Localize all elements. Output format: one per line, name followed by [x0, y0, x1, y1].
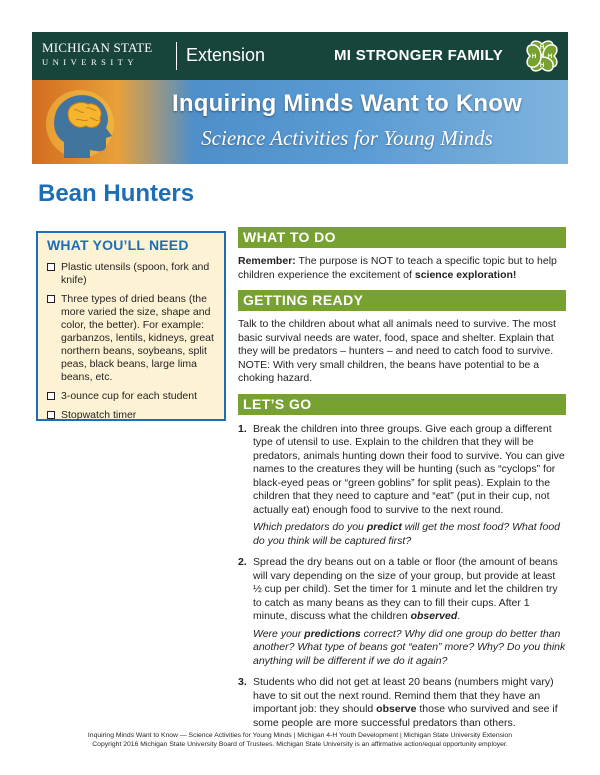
step-question: [253, 521, 566, 548]
step-text-end: .: [457, 610, 461, 622]
step-text-part: those who survived and see if some people are more successful predators than others.: [253, 703, 558, 729]
question-text: Were your: [253, 627, 305, 640]
what-to-do-text: [238, 255, 566, 282]
question-text: will get the most food? What food do you think will be captured first?: [253, 521, 560, 547]
question-keyword: predict: [366, 521, 402, 533]
question-keyword: predictions: [304, 627, 361, 640]
list-item-text: Stopwatch timer: [61, 409, 137, 421]
banner-subtitle: Science Activities for Young Minds: [201, 126, 493, 150]
list-item-text: 3-ounce cup for each student: [61, 390, 198, 402]
materials-heading: WHAT YOU’LL NEED: [47, 237, 189, 253]
step-item: [238, 423, 566, 549]
footer-line1: Inquiring Minds Want to Know — Science Activities for Young Minds | Michigan 4-H Youth Development | Michigan State University Extension: [87, 732, 513, 739]
list-item: [47, 261, 215, 287]
svg-text:H: H: [539, 63, 545, 69]
step-text: [253, 676, 566, 730]
question-text: correct? Why did one group do better than another? What type of beans got “eaten” more? Why? Do you think anything will be different if we do it again?: [253, 627, 566, 667]
lets-go-heading: LET’S GO: [238, 394, 566, 415]
step-text-part: Students who did not get at least 20 beans (numbers might vary) have to sit out the next round. Remind them that they have an important job: they should: [253, 676, 554, 715]
step-number: 1.: [238, 422, 247, 435]
svg-text:H: H: [547, 54, 553, 60]
step-number: 2.: [238, 556, 247, 568]
msu-line1: MICHIGAN STATE: [42, 40, 153, 55]
program-name: MI STRONGER FAMILY: [334, 47, 504, 64]
steps-list: [238, 423, 566, 731]
checkbox-icon: [47, 392, 55, 400]
title-banner: [32, 80, 568, 164]
list-item: [47, 293, 215, 384]
remember-label: Remember:: [238, 255, 296, 267]
step-text: [253, 556, 566, 624]
step-keyword: observed: [410, 610, 458, 622]
header-divider: [176, 42, 177, 70]
checkbox-icon: [47, 411, 55, 419]
getting-ready-heading: GETTING READY: [238, 290, 566, 311]
step-number: 3.: [238, 676, 247, 688]
list-item: [47, 390, 215, 403]
step-item: [238, 556, 566, 668]
header-bar: [32, 32, 568, 80]
list-item-text: Plastic utensils (spoon, fork and knife): [61, 261, 210, 286]
list-item-text: Three types of dried beans (the more varied the size, shape and color, the better). For example: garbanzos, lentils, kidneys, great northern beans, soybeans, split peas, black beans, large lima beans, etc.: [61, 293, 214, 383]
step-text-part: Spread the dry beans out on a table or floor (the amount of beans will vary depending on the size of your group, but provide at least ½ cup per child). Set the timer for 1 minute and let the children try to catch as many beans as they can to fill their cups. After 1 minute, discuss what the children: [253, 556, 558, 622]
svg-text:H: H: [531, 54, 537, 60]
footer-line2: Copyright 2016 Michigan State University Board of Trustees. Michigan State University is an affirmative action/equal opportunity employer.: [92, 741, 508, 748]
science-exploration-phrase: science exploration!: [414, 268, 517, 281]
svg-text:H: H: [539, 45, 545, 51]
instructions-column: [238, 227, 566, 738]
list-item: [47, 409, 215, 422]
extension-label: Extension: [186, 45, 266, 65]
msu-wordmark: [42, 41, 152, 67]
materials-box: [36, 231, 226, 421]
page-footer: [0, 731, 600, 749]
step-text: Break the children into three groups. Give each group a different type of utensil to use. Explain to the children that they will be predators, animals hunting down their food to survive. You can give names to the creatures they will be hunting (such as “cyclops” for black-eyed peas or “green goblins” for split peas). Explain to the children that they need to capture and “eat” (put in their cup, not actually eat) enough food to survive to the next round.: [253, 422, 565, 516]
brain-head-icon: [42, 84, 124, 162]
materials-list: [47, 261, 215, 422]
step-keyword: observe: [376, 703, 417, 715]
msu-line2: UNIVERSITY: [42, 57, 138, 67]
checkbox-icon: [47, 295, 55, 303]
step-item: [238, 676, 566, 730]
page-title: Bean Hunters: [38, 180, 195, 207]
checkbox-icon: [47, 263, 55, 271]
remember-text: The purpose is NOT to teach a specific topic but to help children experience the excitement of: [238, 255, 557, 281]
getting-ready-text: Talk to the children about what all animals need to survive. The most basic survival needs are water, food, space and shelter. Explain that they will be predators – hunters – and need to catch food to survive. NOTE: With very small children, the beans have potential to be a choking hazard.: [238, 318, 556, 384]
what-to-do-heading: WHAT TO DO: [238, 227, 566, 248]
four-h-clover-icon: [520, 34, 564, 78]
step-question: [253, 628, 566, 669]
question-text: Which predators do you: [253, 521, 367, 533]
banner-title: Inquiring Minds Want to Know: [172, 90, 522, 117]
